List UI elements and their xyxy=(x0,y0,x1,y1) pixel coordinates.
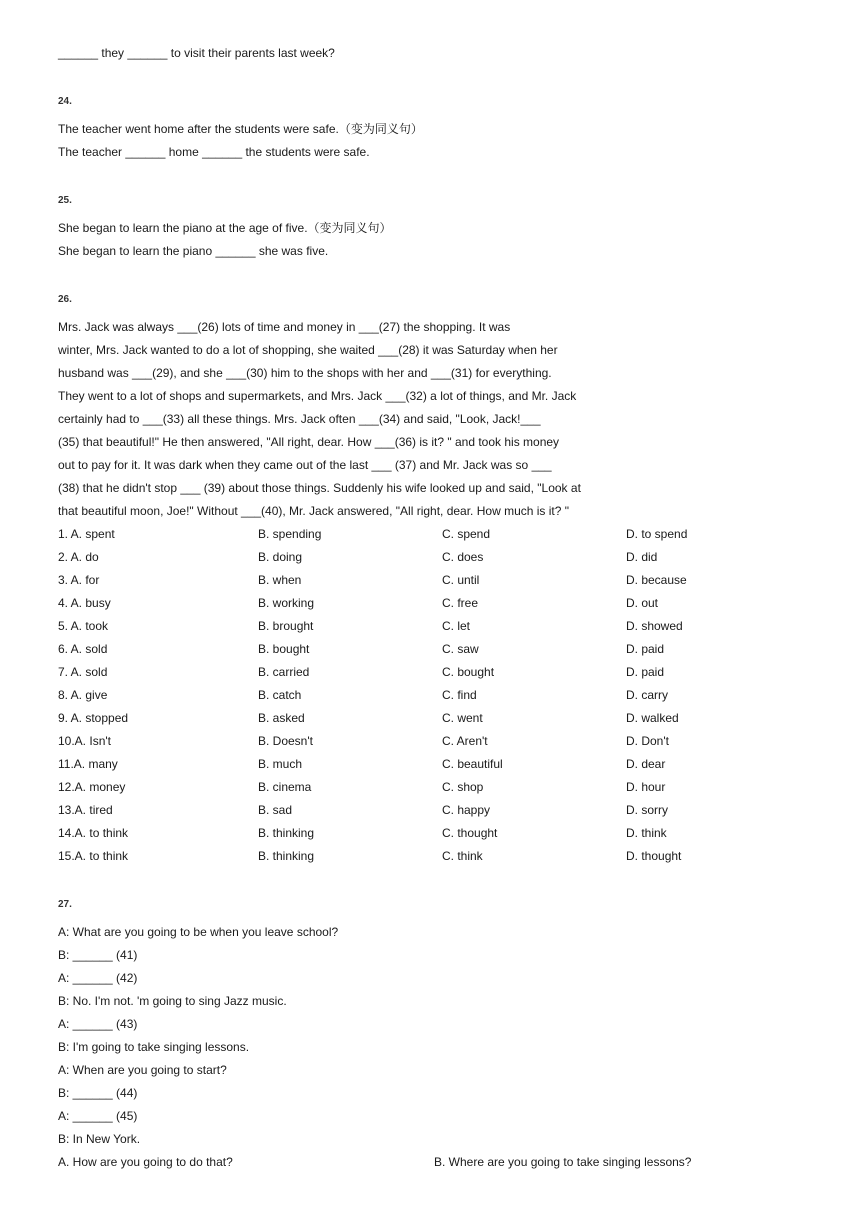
option-d: D. sorry xyxy=(626,803,668,817)
option-row xyxy=(58,641,818,657)
option-a: 5. A. took xyxy=(58,619,109,633)
option-row xyxy=(58,687,818,703)
option-row xyxy=(58,710,818,726)
dialogue-line: B: No. I'm not. 'm going to sing Jazz music. xyxy=(58,994,287,1008)
passage-line: Mrs. Jack was always ___(26) lots of time and money in ___(27) the shopping. It was xyxy=(58,320,511,334)
option-d: D. because xyxy=(626,573,687,587)
option-b: B. thinking xyxy=(258,826,315,840)
option-a: 12.A. money xyxy=(58,780,126,794)
option-b: B. spending xyxy=(258,527,322,541)
question-number-25: 25. xyxy=(58,195,72,206)
dialogue-option-a: A. How are you going to do that? xyxy=(58,1155,233,1169)
dialogue-line: A: ______ (42) xyxy=(58,971,138,985)
option-b: B. brought xyxy=(258,619,314,633)
option-a: 14.A. to think xyxy=(58,826,129,840)
option-a: 2. A. do xyxy=(58,550,99,564)
option-c: C. free xyxy=(442,596,479,610)
option-d: D. Don't xyxy=(626,734,669,748)
option-row xyxy=(58,802,818,818)
option-row xyxy=(58,733,818,749)
option-c: C. think xyxy=(442,849,483,863)
option-c: C. Aren't xyxy=(442,734,488,748)
option-b: B. much xyxy=(258,757,303,771)
option-b: B. bought xyxy=(258,642,310,656)
option-c: C. saw xyxy=(442,642,479,656)
option-d: D. to spend xyxy=(626,527,688,541)
option-a: 10.A. Isn't xyxy=(58,734,111,748)
option-row xyxy=(58,756,818,772)
q24-rewrite: The teacher ______ home ______ the students were safe. xyxy=(58,145,370,159)
option-row xyxy=(58,526,818,542)
option-a: 9. A. stopped xyxy=(58,711,129,725)
option-c: C. does xyxy=(442,550,484,564)
question-number-27: 27. xyxy=(58,899,72,910)
dialogue-line: A: When are you going to start? xyxy=(58,1063,227,1077)
dialogue-line: B: ______ (44) xyxy=(58,1086,138,1100)
option-b: B. carried xyxy=(258,665,310,679)
option-c: C. spend xyxy=(442,527,491,541)
option-d: D. carry xyxy=(626,688,668,702)
dialogue-line: A: What are you going to be when you leave school? xyxy=(58,925,339,939)
option-a: 8. A. give xyxy=(58,688,108,702)
option-b: B. working xyxy=(258,596,315,610)
option-c: C. beautiful xyxy=(442,757,503,771)
q25-sentence: She began to learn the piano at the age of five.（变为同义句） xyxy=(58,221,392,235)
option-d: D. paid xyxy=(626,642,665,656)
option-b: B. sad xyxy=(258,803,293,817)
question-number-26: 26. xyxy=(58,294,72,305)
option-b: B. cinema xyxy=(258,780,312,794)
option-a: 4. A. busy xyxy=(58,596,111,610)
dialogue-line: B: In New York. xyxy=(58,1132,141,1146)
option-a: 11.A. many xyxy=(58,757,118,771)
option-a: 15.A. to think xyxy=(58,849,129,863)
option-d: D. walked xyxy=(626,711,679,725)
option-d: D. out xyxy=(626,596,659,610)
option-d: D. showed xyxy=(626,619,683,633)
option-a: 1. A. spent xyxy=(58,527,115,541)
option-row xyxy=(58,618,818,634)
option-b: B. asked xyxy=(258,711,305,725)
passage-line: certainly had to ___(33) all these things. Mrs. Jack often ___(34) and said, "Look, Jack!___ xyxy=(58,412,541,426)
option-a: 3. A. for xyxy=(58,573,100,587)
option-b: B. Doesn't xyxy=(258,734,313,748)
option-row xyxy=(58,664,818,680)
passage-line: husband was ___(29), and she ___(30) him to the shops with her and ___(31) for everything. xyxy=(58,366,552,380)
option-row xyxy=(58,779,818,795)
question-number-24: 24. xyxy=(58,96,72,107)
dialogue-option-b: B. Where are you going to take singing lessons? xyxy=(434,1155,692,1169)
option-row xyxy=(58,848,818,864)
option-c: C. shop xyxy=(442,780,484,794)
option-d: D. paid xyxy=(626,665,665,679)
option-c: C. bought xyxy=(442,665,495,679)
passage-line: out to pay for it. It was dark when they came out of the last ___ (37) and Mr. Jack was so ___ xyxy=(58,458,552,472)
option-d: D. thought xyxy=(626,849,682,863)
passage-line: (38) that he didn't stop ___ (39) about those things. Suddenly his wife looked up and said, "Look at xyxy=(58,481,581,495)
option-c: C. thought xyxy=(442,826,498,840)
option-c: C. until xyxy=(442,573,480,587)
option-b: B. catch xyxy=(258,688,302,702)
passage-line: winter, Mrs. Jack wanted to do a lot of shopping, she waited ___(28) it was Saturday when her xyxy=(58,343,558,357)
option-c: C. find xyxy=(442,688,477,702)
option-a: 13.A. tired xyxy=(58,803,113,817)
option-b: B. doing xyxy=(258,550,303,564)
option-d: D. dear xyxy=(626,757,666,771)
option-b: B. thinking xyxy=(258,849,315,863)
option-d: D. did xyxy=(626,550,658,564)
option-c: C. let xyxy=(442,619,471,633)
option-b: B. when xyxy=(258,573,302,587)
option-row xyxy=(58,549,818,565)
option-c: C. happy xyxy=(442,803,491,817)
continued-question-line: ______ they ______ to visit their parents last week? xyxy=(58,46,335,60)
passage-line: (35) that beautiful!" He then answered, "All right, dear. How ___(36) is it? " and took his money xyxy=(58,435,560,449)
option-row xyxy=(58,572,818,588)
dialogue-line: B: ______ (41) xyxy=(58,948,138,962)
q25-rewrite: She began to learn the piano ______ she was five. xyxy=(58,244,329,258)
dialogue-line: B: I'm going to take singing lessons. xyxy=(58,1040,250,1054)
option-d: D. hour xyxy=(626,780,666,794)
option-row xyxy=(58,595,818,611)
option-row xyxy=(58,825,818,841)
option-d: D. think xyxy=(626,826,667,840)
option-c: C. went xyxy=(442,711,483,725)
passage-line: that beautiful moon, Joe!" Without ___(40), Mr. Jack answered, "All right, dear. How much is it? " xyxy=(58,504,570,518)
dialogue-line: A: ______ (45) xyxy=(58,1109,138,1123)
option-a: 7. A. sold xyxy=(58,665,108,679)
option-a: 6. A. sold xyxy=(58,642,108,656)
q24-sentence: The teacher went home after the students were safe.（变为同义句） xyxy=(58,122,423,136)
dialogue-options-row xyxy=(58,1154,818,1170)
dialogue-line: A: ______ (43) xyxy=(58,1017,138,1031)
passage-line: They went to a lot of shops and supermarkets, and Mrs. Jack ___(32) a lot of things, and Mr. Jack xyxy=(58,389,577,403)
